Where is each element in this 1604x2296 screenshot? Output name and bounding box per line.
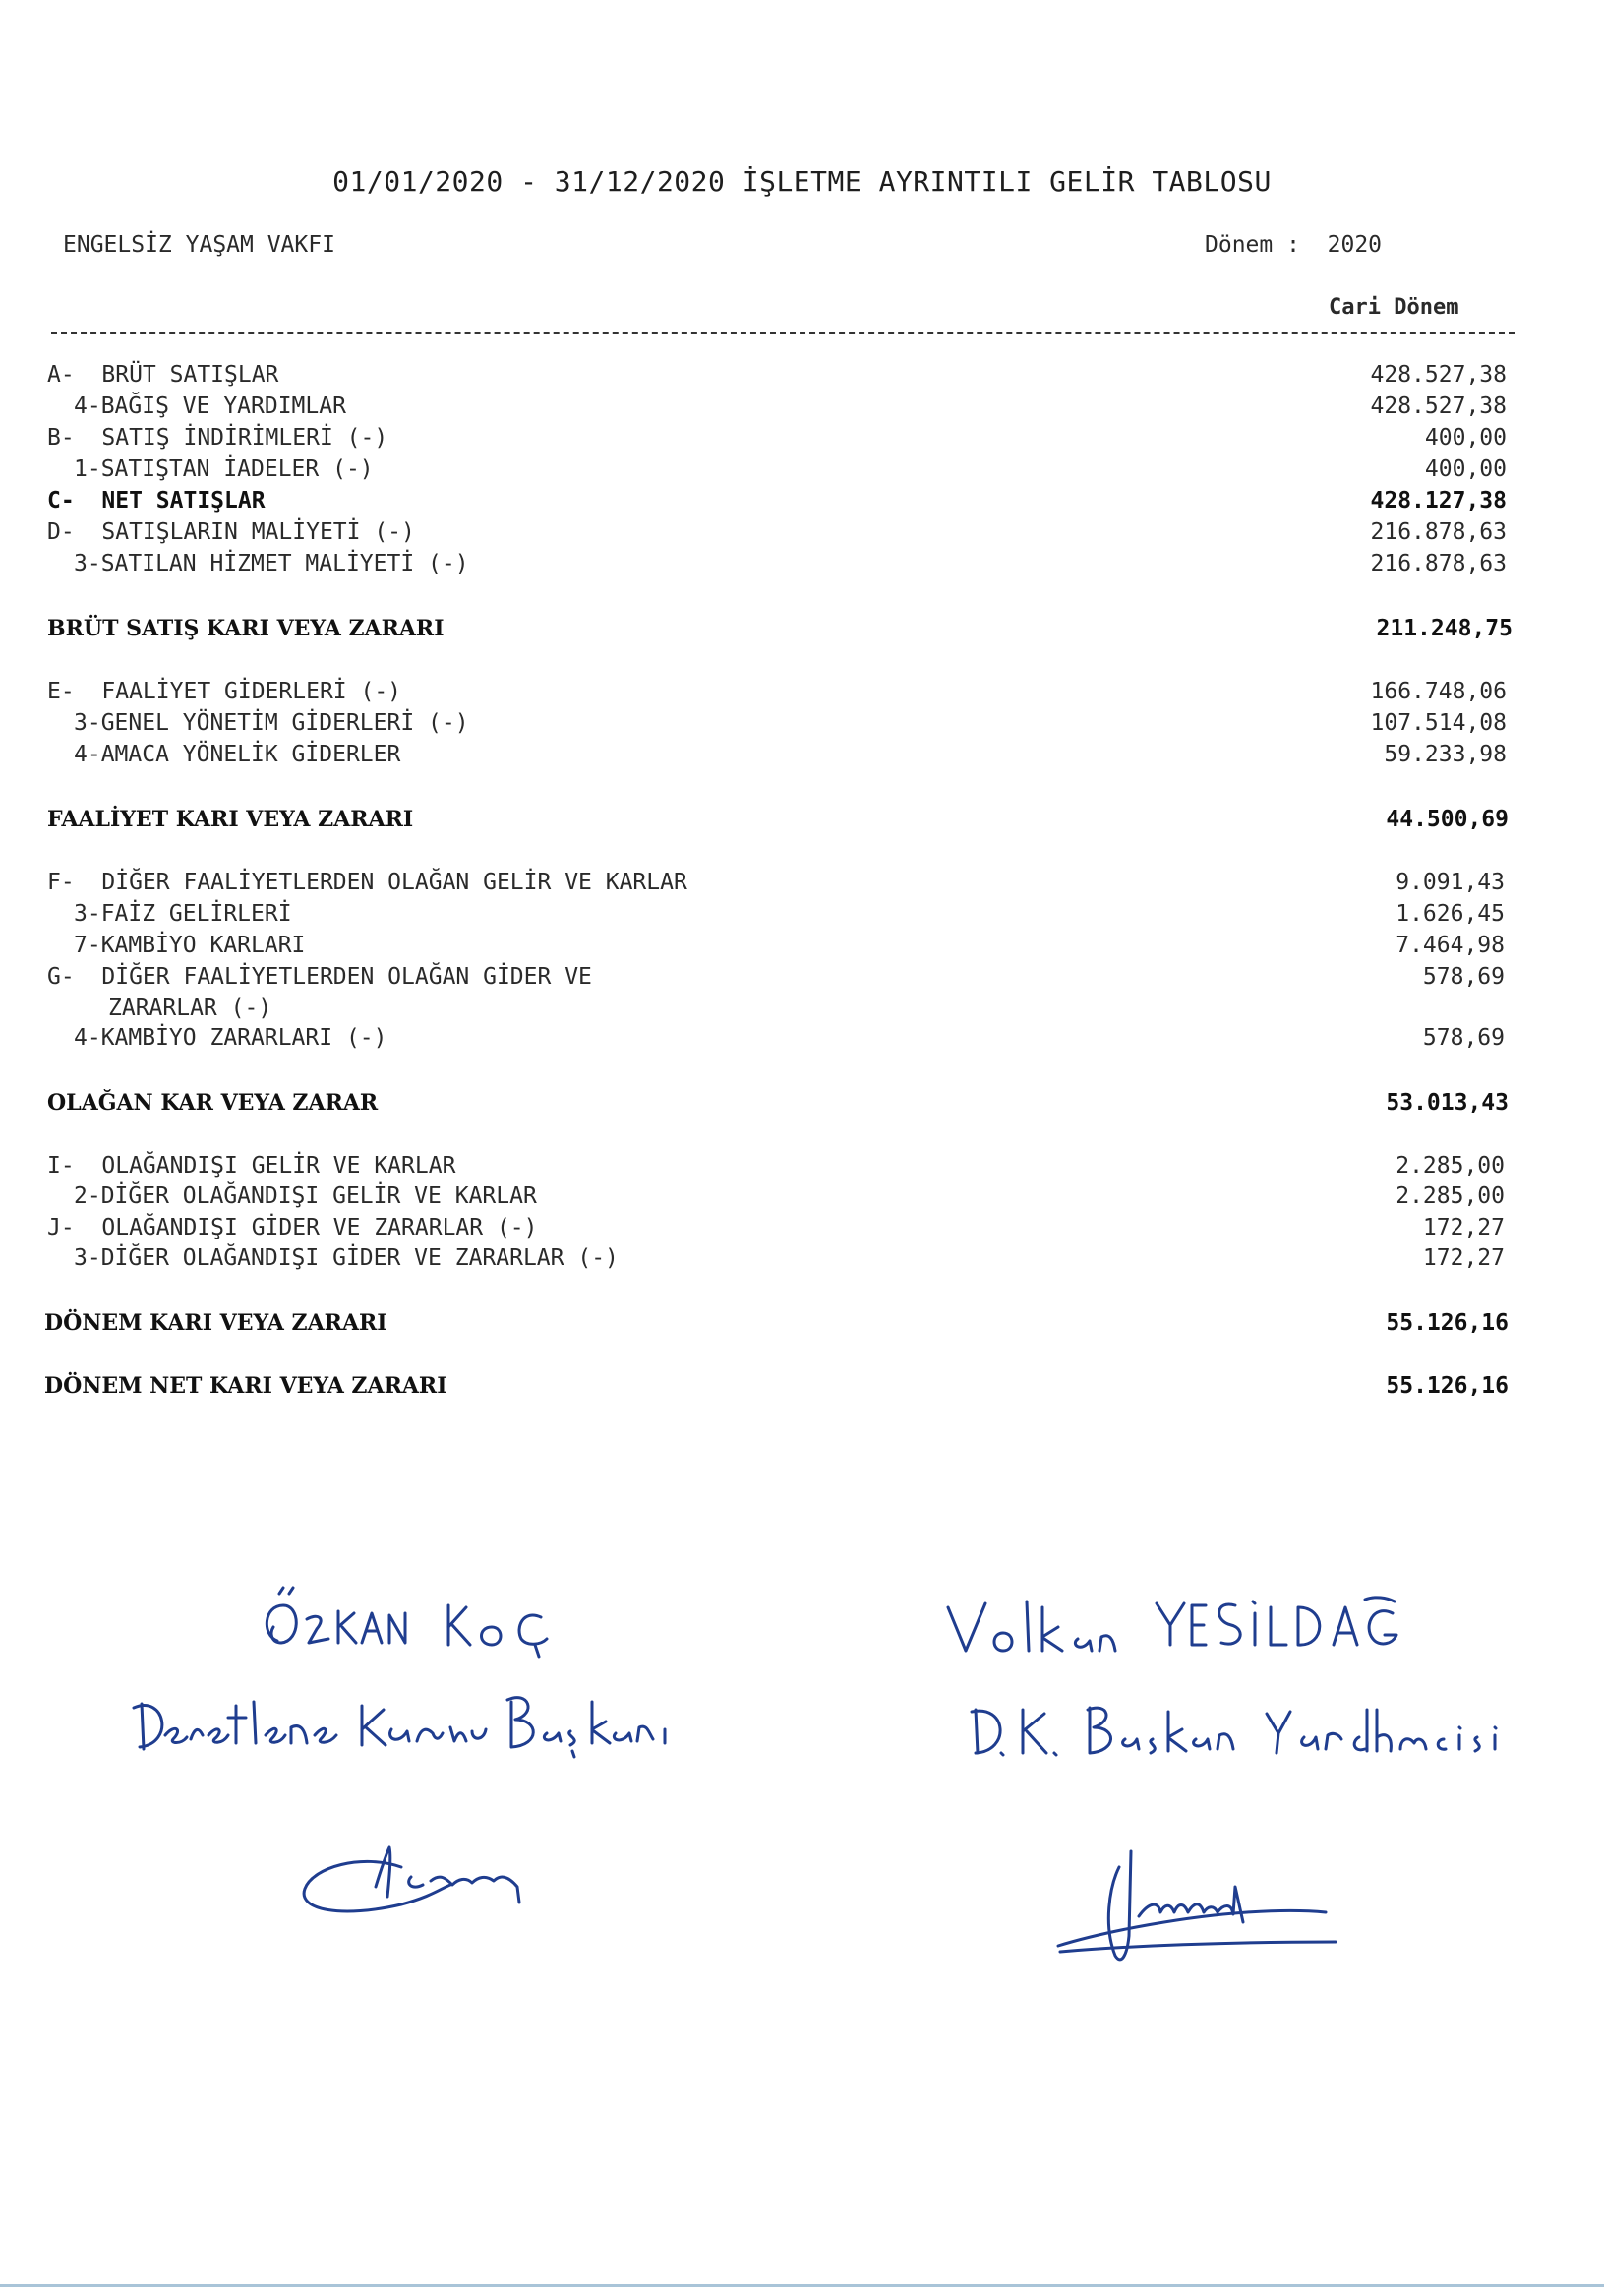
row-value: 400,00 bbox=[1424, 425, 1507, 451]
row-value: 400,00 bbox=[1424, 456, 1507, 482]
row-label: D- SATIŞLARIN MALİYETİ (-) bbox=[47, 519, 415, 545]
table-row bbox=[0, 994, 1604, 1025]
row-value: 578,69 bbox=[1422, 964, 1505, 990]
row-label: 4-KAMBİYO ZARARLARI (-) bbox=[74, 1025, 387, 1051]
table-row bbox=[0, 708, 1604, 740]
left-signatory-role-handwriting bbox=[126, 1684, 755, 1777]
row-value: 7.464,98 bbox=[1396, 933, 1505, 958]
row-label: OLAĞAN KAR VEYA ZARAR bbox=[47, 1090, 379, 1116]
subtotal-row bbox=[0, 1371, 1604, 1403]
row-value: 107.514,08 bbox=[1370, 710, 1507, 736]
header-divider bbox=[51, 332, 1515, 334]
subtotal-row bbox=[0, 614, 1604, 645]
table-row bbox=[0, 962, 1604, 994]
row-label: ZARARLAR (-) bbox=[108, 996, 272, 1021]
row-label: BRÜT SATIŞ KARI VEYA ZARARI bbox=[47, 616, 445, 641]
row-value: 428.527,38 bbox=[1370, 393, 1507, 419]
row-value: 9.091,43 bbox=[1396, 870, 1505, 895]
row-value: 428.527,38 bbox=[1370, 362, 1507, 388]
row-label: E- FAALİYET GİDERLERİ (-) bbox=[47, 679, 402, 704]
row-label: J- OLAĞANDIŞI GİDER VE ZARARLAR (-) bbox=[47, 1215, 538, 1240]
period-value: 2020 bbox=[1327, 232, 1383, 258]
row-value: 2.285,00 bbox=[1396, 1183, 1505, 1209]
row-label: 3-SATILAN HİZMET MALİYETİ (-) bbox=[74, 551, 469, 576]
table-row bbox=[0, 868, 1604, 899]
row-label: 2-DİĞER OLAĞANDIŞI GELİR VE KARLAR bbox=[74, 1183, 537, 1209]
table-row bbox=[0, 1023, 1604, 1055]
period-label: Dönem : bbox=[1205, 232, 1300, 258]
row-value: 59.233,98 bbox=[1384, 742, 1507, 767]
table-row bbox=[0, 1213, 1604, 1244]
table-row bbox=[0, 454, 1604, 486]
row-value: 166.748,06 bbox=[1370, 679, 1507, 704]
row-value: 216.878,63 bbox=[1370, 519, 1507, 545]
table-row bbox=[0, 360, 1604, 392]
table-row bbox=[0, 740, 1604, 771]
row-label: G- DİĞER FAALİYETLERDEN OLAĞAN GİDER VE bbox=[47, 964, 592, 990]
right-signatory-role-handwriting bbox=[962, 1692, 1532, 1784]
table-row bbox=[0, 486, 1604, 517]
table-row bbox=[0, 1151, 1604, 1182]
row-value: 428.127,38 bbox=[1370, 488, 1507, 514]
row-value: 172,27 bbox=[1422, 1245, 1505, 1271]
left-signatory-name-handwriting bbox=[256, 1584, 610, 1676]
right-signatory-name-handwriting bbox=[942, 1594, 1414, 1676]
row-label: 4-AMACA YÖNELİK GİDERLER bbox=[74, 742, 401, 767]
row-label: A- BRÜT SATIŞLAR bbox=[47, 362, 279, 388]
scan-edge-line bbox=[0, 2284, 1604, 2287]
row-label: 3-GENEL YÖNETİM GİDERLERİ (-) bbox=[74, 710, 469, 736]
table-row bbox=[0, 1181, 1604, 1213]
table-row bbox=[0, 931, 1604, 962]
subtotal-row bbox=[0, 1308, 1604, 1340]
row-label: I- OLAĞANDIŞI GELİR VE KARLAR bbox=[47, 1153, 456, 1178]
row-label: 3-DİĞER OLAĞANDIŞI GİDER VE ZARARLAR (-) bbox=[74, 1245, 619, 1271]
row-value: 578,69 bbox=[1422, 1025, 1505, 1051]
table-row bbox=[0, 549, 1604, 580]
row-label: FAALİYET KARI VEYA ZARARI bbox=[47, 807, 414, 832]
row-label: B- SATIŞ İNDİRİMLERİ (-) bbox=[47, 425, 388, 451]
left-signature bbox=[293, 1828, 578, 1930]
organization-name: ENGELSİZ YAŞAM VAKFI bbox=[63, 232, 335, 258]
table-row bbox=[0, 392, 1604, 423]
row-label: DÖNEM KARI VEYA ZARARI bbox=[44, 1310, 387, 1336]
row-value: 216.878,63 bbox=[1370, 551, 1507, 576]
row-value: 55.126,16 bbox=[1386, 1310, 1509, 1336]
period-info bbox=[1205, 232, 1382, 258]
row-value: 2.285,00 bbox=[1396, 1153, 1505, 1178]
row-value: 172,27 bbox=[1422, 1215, 1505, 1240]
row-label: 3-FAİZ GELİRLERİ bbox=[74, 901, 292, 927]
table-row bbox=[0, 677, 1604, 708]
document-title: 01/01/2020 - 31/12/2020 İŞLETME AYRINTILI GELİR TABLOSU bbox=[332, 165, 1272, 198]
row-label: F- DİĞER FAALİYETLERDEN OLAĞAN GELİR VE KARLAR bbox=[47, 870, 687, 895]
row-label: 4-BAĞIŞ VE YARDIMLAR bbox=[74, 393, 346, 419]
subtotal-row bbox=[0, 805, 1604, 836]
row-label: C- NET SATIŞLAR bbox=[47, 488, 266, 514]
table-row bbox=[0, 1243, 1604, 1275]
row-value: 211.248,75 bbox=[1376, 616, 1513, 641]
column-header: Cari Dönem bbox=[1329, 295, 1459, 320]
row-label: DÖNEM NET KARI VEYA ZARARI bbox=[44, 1373, 447, 1399]
subtotal-row bbox=[0, 1088, 1604, 1119]
row-value: 44.500,69 bbox=[1386, 807, 1509, 832]
row-value: 55.126,16 bbox=[1386, 1373, 1509, 1399]
table-row bbox=[0, 517, 1604, 549]
row-value: 1.626,45 bbox=[1396, 901, 1505, 927]
row-value: 53.013,43 bbox=[1386, 1090, 1509, 1116]
right-signature bbox=[1050, 1847, 1345, 1989]
row-label: 7-KAMBİYO KARLARI bbox=[74, 933, 306, 958]
table-row bbox=[0, 899, 1604, 931]
table-row bbox=[0, 423, 1604, 454]
row-label: 1-SATIŞTAN İADELER (-) bbox=[74, 456, 374, 482]
